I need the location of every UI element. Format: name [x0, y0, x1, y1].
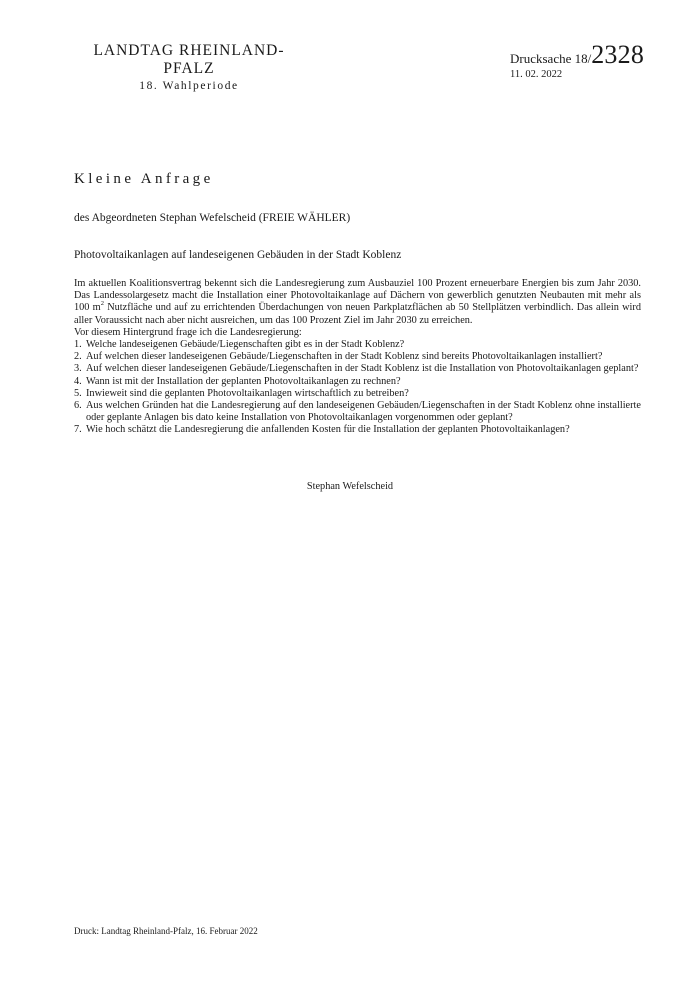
document-body — [74, 278, 641, 437]
drucksache-label: Drucksache 18/ — [510, 51, 592, 66]
question-text: Auf welchen dieser landeseigenen Gebäude/Liegenschaften in der Stadt Koblenz sind bereits Photovoltaikanlagen installiert? — [86, 351, 603, 363]
question-item — [74, 351, 641, 363]
question-number: 3. — [74, 363, 82, 375]
drucksache-number: 2328 — [591, 40, 645, 69]
question-item — [74, 400, 641, 424]
author-line: des Abgeordneten Stephan Wefelscheid (FREIE WÄHLER) — [74, 212, 351, 224]
question-number: 6. — [74, 400, 82, 412]
question-item — [74, 363, 641, 375]
question-text: Wie hoch schätzt die Landesregierung die anfallenden Kosten für die Installation der geplanten Photovoltaikanlagen? — [86, 424, 570, 436]
signature: Stephan Wefelscheid — [306, 481, 394, 492]
question-text: Auf welchen dieser landeseigenen Gebäude/Liegenschaften in der Stadt Koblenz ist die Installation von Photovoltaikanlagen geplant? — [86, 363, 639, 375]
document-type: Kleine Anfrage — [74, 171, 214, 187]
paragraph-text-part1: Im aktuellen Koalitionsvertrag bekennt sich die Landesregierung zum Ausbauziel 100 Prozent erneuerbare Energien bis zum Jahr 2030. Das Landessolargesetz macht die Installation einer Photovoltaikanlage auf Dächern von gewerblich genutzten Neubauten mit mehr als 100 m — [74, 278, 641, 314]
question-text: Inwieweit sind die geplanten Photovoltaikanlagen wirtschaftlich zu betreiben? — [86, 387, 409, 399]
question-item — [74, 376, 641, 388]
question-text: Wann ist mit der Installation der geplanten Photovoltaikanlagen zu rechnen? — [86, 375, 401, 387]
question-number: 7. — [74, 424, 82, 436]
document-date: 11. 02. 2022 — [510, 69, 563, 80]
electoral-period: 18. Wahlperiode — [139, 80, 239, 92]
question-list — [74, 339, 641, 437]
question-number: 2. — [74, 351, 82, 363]
question-number: 5. — [74, 387, 82, 399]
superscript-two: 2 — [100, 299, 104, 307]
question-number: 1. — [74, 339, 82, 351]
question-item — [74, 388, 641, 400]
document-subject: Photovoltaikanlagen auf landeseigenen Gebäuden in der Stadt Koblenz — [74, 249, 402, 261]
question-item — [74, 424, 641, 436]
question-text: Aus welchen Gründen hat die Landesregierung auf den landeseigenen Gebäuden/Liegenschaften in der Stadt Koblenz ohne installierte oder geplante Anlagen bis dato keine Installation von Photovoltaikanlagen vorgenommen oder geplant? — [86, 400, 641, 424]
parliament-name: LANDTAG RHEINLAND-PFALZ — [93, 42, 285, 77]
question-intro: Vor diesem Hintergrund frage ich die Landesregierung: — [74, 326, 302, 338]
document-number-block — [510, 40, 644, 82]
question-text: Welche landeseigenen Gebäude/Liegenschaften gibt es in der Stadt Koblenz? — [86, 339, 405, 351]
paragraph-text-part2: Nutzfläche und auf zu errichtenden Überdachungen von neuen Parkplatzflächen ab 50 Stellplätzen verbindlich. Das allein wird aller Voraussicht nach aber nicht ausreichen, um das 100 Prozent Ziel im Jahr 2030 zu erreichen. — [74, 302, 641, 326]
question-item — [74, 339, 641, 351]
parliament-header — [74, 42, 304, 94]
print-footer: Druck: Landtag Rheinland-Pfalz, 16. Februar 2022 — [74, 926, 258, 936]
intro-paragraph — [74, 278, 641, 327]
question-number: 4. — [74, 375, 82, 387]
